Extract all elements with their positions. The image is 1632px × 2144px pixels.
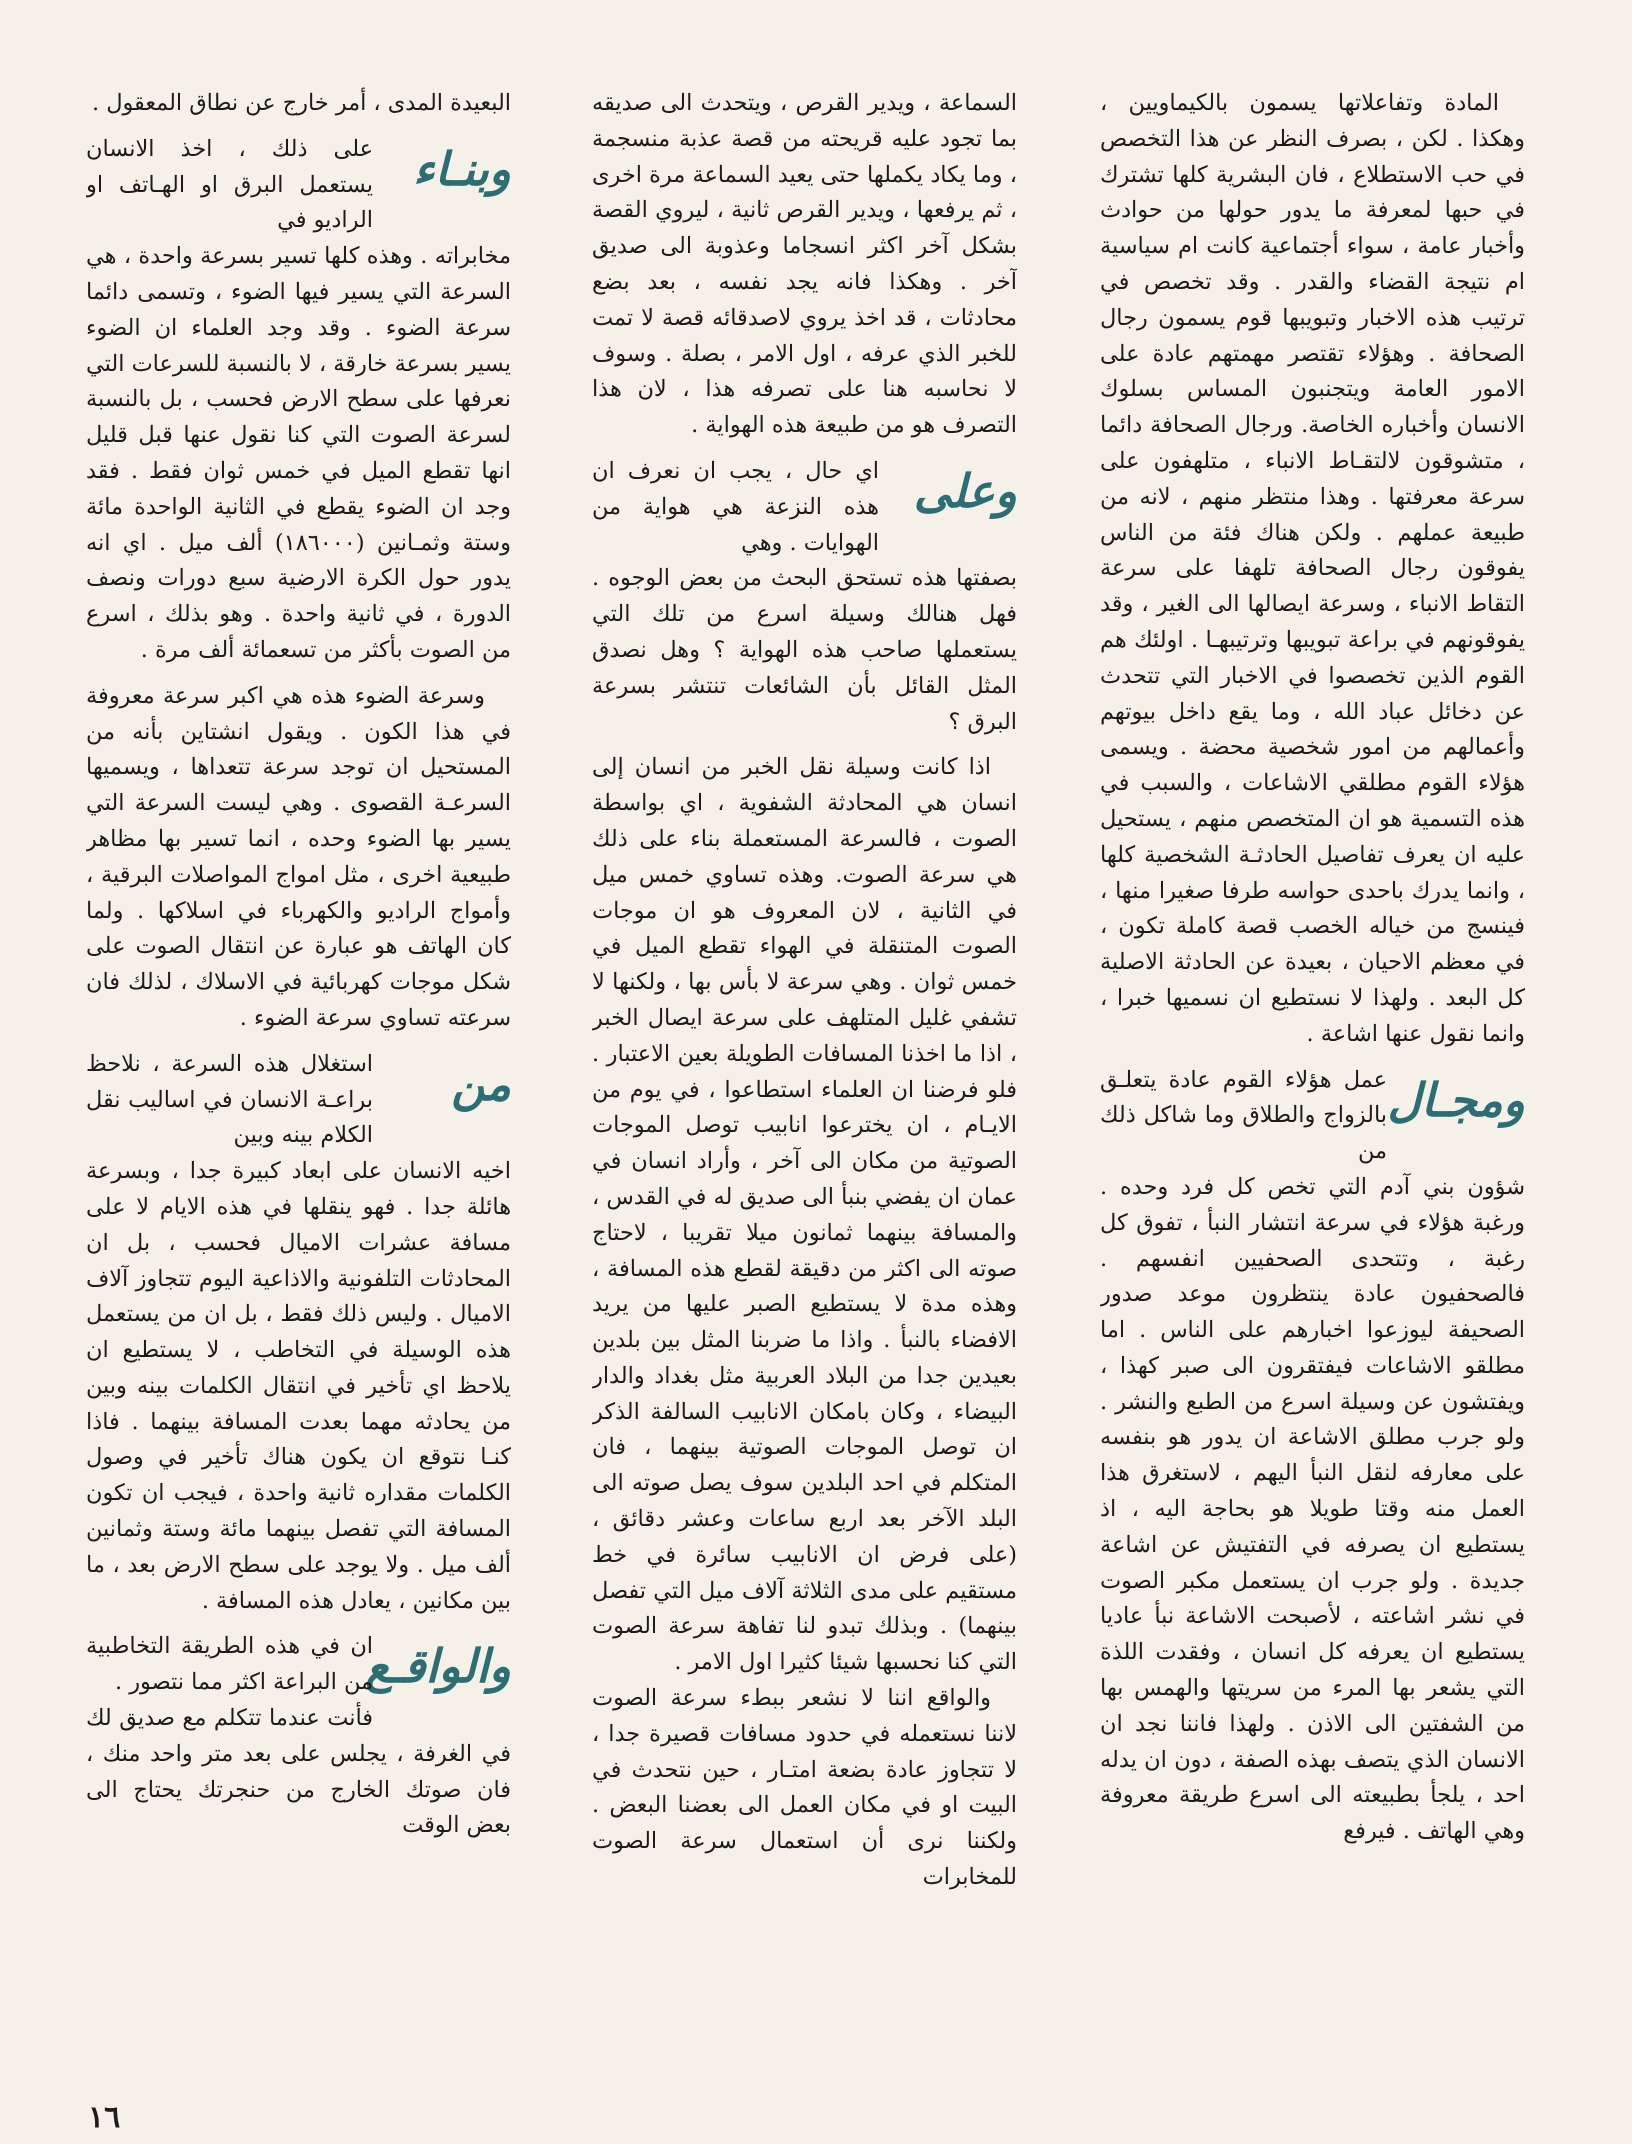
paragraph: السماعة ، ويدير القرص ، ويتحدث الى صديقه بما تجود عليه قريحته من قصة عذبة منسجمة ، وما يكاد يكملها حتى يعيد السماعة مرة اخرى ، ثم يرفعها ، ويدير القرص ثانية ، ليروي القصة بشكل آخر اكثر انسجاما وعذوبة الى صديق آخر . وهكذا فانه يجد نفسه ، بعد بضع محادثات ، قد اخذ يروي لاصدقائه قصة لا تمت للخبر الذي عرفه ، اول الامر ، بصلة . وسوف لا نحاسبه هنا على تصرفه هذا ، لان هذا التصرف هو من طبيعة هذه الهواية . [592, 90, 1017, 439]
paragraph: والواقع اننا لا نشعر ببطء سرعة الصوت لاننا نستعمله في حدود مسافات قصيرة جدا ، لا تتجاوز عادة بضعة امتـار ، حين نتحدث في البيت او في مكان العمل الى بعضنا البعض . ولكننا نرى أن استعمال سرعة الصوت للمخابرات [592, 1685, 1017, 1891]
text-column-middle [592, 86, 1017, 2076]
paragraph: المادة وتفاعلاتها يسمون بالكيماويين ، وهكذا . لكن ، بصرف النظر عن هذا التخصص في حب الاستطلاع ، فان البشرية كلها تشترك في حبها لمعرفة ما يدور حولها من حوادث وأخبار عامة ، سواء أجتماعية كانت ام سياسية ام نتيجة القضاء والقدر . وقد تخصص في ترتيب هذه الاخبار وتبويبها قوم يسمون رجال الصحافة . وهؤلاء تقتصر مهمتهم عادة على الامور العامة ويتجنبون المساس بسلوك الانسان وأخباره الخاصة. ورجال الصحافة دائما ، متشوقون لالتقـاط الانباء ، متلهفون على سرعة معرفتها . وهذا منتظر منهم ، لانه من طبيعة عملهم . ولكن هناك فئة من الناس يفوقون رجال الصحافة تلهفا على سرعة التقاط الانباء ، وسرعة ايصالها الى الغير ، وقد يفوقونهم في براعة تبويبها وترتيبهـا . اولئك هم القوم الذين تخصصوا في الاخبار التي تتحدث عن دخائل عباد الله ، وما يقع داخل بيوتهم وأعمالهم من امور شخصية محضة . ويسمى هؤلاء القوم مطلقي الاشاعات ، والسبب في هذه التسمية هو ان المتخصص منهم ، يستحيل عليه ان يعرف تفاصيل الحادثـة الشخصية كلها ، وانما يدرك باحدى حواسه طرفا صغيرا منها ، فينسج من خياله الخصب قصة كاملة تكون ، في معظم الاحيان ، بعيدة عن الحادثة الاصلية كل البعد . ولهذا لا نستطيع ان نسميها خبرا ، وانما نقول عنها اشاعة . [1100, 90, 1525, 1047]
paragraph: مخابراته . وهذه كلها تسير بسرعة واحدة ، هي السرعة التي يسير فيها الضوء ، وتسمى دائما سرعة الضوء . وقد وجد العلماء ان الضوء يسير بسرعة خارقة ، لا بالنسبة للسرعات التي نعرفها على سطح الارض فحسب ، بل بالنسبة لسرعة الصوت التي كنا نقول عنها قبل قليل انها تقطع الميل في خمس ثوان فقط . فقد وجد ان الضوء يقطع في الثانية الواحدة مائة وستة وثمـانين (١٨٦٠٠٠) ألف ميل . اي انه يدور حول الكرة الارضية سبع دورات ونصف الدورة ، في ثانية واحدة . وهو بذلك ، اسرع من الصوت بأكثر من تسعمائة ألف مرة . [86, 243, 511, 663]
section-heading-walwaqi: والواقـع [365, 1639, 511, 1694]
text-column-right [1100, 86, 1525, 2076]
section-heading-majal: ومجـال [1387, 1072, 1525, 1127]
section-ala [592, 454, 1017, 561]
paragraph-lead: اي حال ، يجب ان نعرف ان هذه النزعة هي هواية من الهوايات . وهي [592, 457, 879, 556]
paragraph: بصفتها هذه تستحق البحث من بعض الوجوه . فهل هنالك وسيلة اسرع من تلك التي يستعملها صاحب هذه الهواية ؟ وهل نصدق المثل القائل بأن الشائعات تنتشر بسرعة البرق ؟ [592, 565, 1017, 735]
text-column-left [86, 86, 511, 2076]
section-heading-wabinaa: وبنـاء [412, 141, 511, 196]
section-majal [1100, 1063, 1525, 1170]
paragraph: شؤون بني آدم التي تخص كل فرد وحده . ورغبة هؤلاء في سرعة انتشار النبأ ، تفوق كل رغبة ، وتتحدى الصحفيين انفسهم . فالصحفيون عادة ينتظرون موعد صدور الصحيفة ليوزعوا اخبارهم على الناس . اما مطلقو الاشاعات فيفتقرون الى صبر كهذا ، ويفتشون عن وسيلة اسرع من الطبع والنشر . ولو جرب مطلق الاشاعة ان يدور هو بنفسه على معارفه لنقل النبأ اليهم ، لاستغرق هذا العمل منه وقتا طويلا هو بحاجة اليه ، اذ يستطيع ان يصرفه في التفتيش عن اشاعة جديدة . ولو جرب ان يستعمل مكبر الصوت في نشر اشاعته ، لأصبحت الاشاعة نبأ عاديا يستطيع ان يعرفه كل انسان ، وفقدت اللذة التي يشعر بها المرء من سريتها والهمس بها من الشفتين الى الاذن . ولهذا فاننا نجد ان الانسان الذي يتصف بهذه الصفة ، دون ان يدله احد ، يلجأ بطبيعته الى اسرع طريقة معروفة وهي الهاتف . فيرفع [1100, 1173, 1525, 1845]
paragraph-lead: ان في هذه الطريقة التخاطبية من البراعة اكثر مما نتصور . [86, 1633, 373, 1696]
section-wabinaa [86, 132, 511, 239]
paragraph-lead: عمل هؤلاء القوم عادة يتعلـق بالزواج والطلاق وما شاكل ذلك من [1100, 1066, 1387, 1165]
section-walwaqi [86, 1629, 511, 1701]
paragraph: اخيه الانسان على ابعاد كبيرة جدا ، وبسرعة هائلة جدا . فهو ينقلها في هذه الايام لا على مسافة عشرات الاميال فحسب ، بل ان المحادثات التلفونية والاذاعية اليوم تتجاوز آلاف الاميال . وليس ذلك فقط ، بل ان من يستعمل هذه الوسيلة في التخاطب ، لا يستطيع ان يلاحظ اي تأخير في انتقال الكلمات بينه وبين من يحادثه مهما بعدت المسافة بينهما . فاذا كنـا نتوقع ان يكون هناك تأخير في وصول الكلمات مقداره ثانية واحدة ، فيجب ان تكون المسافة التي تفصل بينهما مائة وستة وثمانين ألف ميل . ولا يوجد على سطح الارض بعد ، ما بين مكانين ، يعادل هذه المسافة . [86, 1158, 511, 1614]
section-min [86, 1047, 511, 1154]
section-heading-ala: وعلى [913, 463, 1017, 518]
paragraph-lead: استغلال هذه السرعة ، نلاحظ براعـة الانسان في اساليب نقل الكلام بينه وبين [86, 1050, 373, 1149]
section-heading-min: من [451, 1056, 511, 1111]
paragraph: البعيدة المدى ، أمر خارج عن نطاق المعقول . [91, 90, 511, 116]
paragraph: فأنت عندما تتكلم مع صديق لك في الغرفة ، يجلس على بعد متر واحد منك ، فان صوتك الخارج من حنجرتك يحتاج الى بعض الوقت [86, 1705, 511, 1839]
paragraph-lead: على ذلك ، اخذ الانسان يستعمل البرق او الهـاتف او الراديو في [86, 135, 373, 234]
paragraph: اذا كانت وسيلة نقل الخبر من انسان إلى انسان هي المحادثة الشفوية ، اي بواسطة الصوت ، فالسرعة المستعملة بناء على ذلك هي سرعة الصوت. وهذه تساوي خمس ميل في الثانية ، لان المعروف هو ان موجات الصوت المتنقلة في الهواء تقطع الميل في خمس ثوان . وهي سرعة لا بأس بها ، ولكنها لا تشفي غليل المتلهف على سرعة ايصال الخبر ، اذا ما اخذنا المسافات الطويلة بعين الاعتبار . فلو فرضنا ان العلماء استطاعوا ، في يوم من الايـام ، ان يخترعوا انابيب توصل الموجات الصوتية من مكان الى آخر ، وأراد انسان في عمان ان يفضي بنبأ الى صديق له في القدس ، والمسافة بينهما ثمانون ميلا تقريبا ، لاحتاج صوته الى اكثر من دقيقة لقطع هذه المسافة ، وهذه مدة لا يستطيع الصبر عليها من يريد الافضاء بالنبأ . واذا ما ضربنا المثل بين بلدين بعيدين جدا من البلاد العربية مثل بغداد والدار البيضاء ، وكان بامكان الانابيب السالفة الذكر ان توصل الموجات الصوتية بينهما ، فان المتكلم في احد البلدين سوف يصل صوته الى البلد الآخر بعد اربع ساعات وعشر دقائق ، (على فرض ان الانابيب سائرة في خط مستقيم على مدى الثلاثة آلاف ميل التي تفصل بينهما) . وبذلك تبدو لنا تفاهة سرعة الصوت التي كنا نحسبها شيئا كثيرا اول الامر . [592, 754, 1017, 1676]
page-number: ١٦ [88, 2100, 121, 2135]
paragraph: وسرعة الضوء هذه هي اكبر سرعة معروفة في هذا الكون . ويقول انشتاين بأنه من المستحيل ان توجد سرعة تتعداها ، ويسميها السرعـة القصوى . وهي ليست السرعة التي يسير بها الضوء وحده ، انما تسير بها مظاهر طبيعية اخرى ، مثل امواج المواصلات البرقية ، وأمواج الراديو والكهرباء في اسلاكها . ولما كان الهاتف هو عبارة عن انتقال الصوت على شكل موجات كهربائية في الاسلاك ، لذلك فان سرعته تساوي سرعة الضوء . [86, 682, 511, 1031]
